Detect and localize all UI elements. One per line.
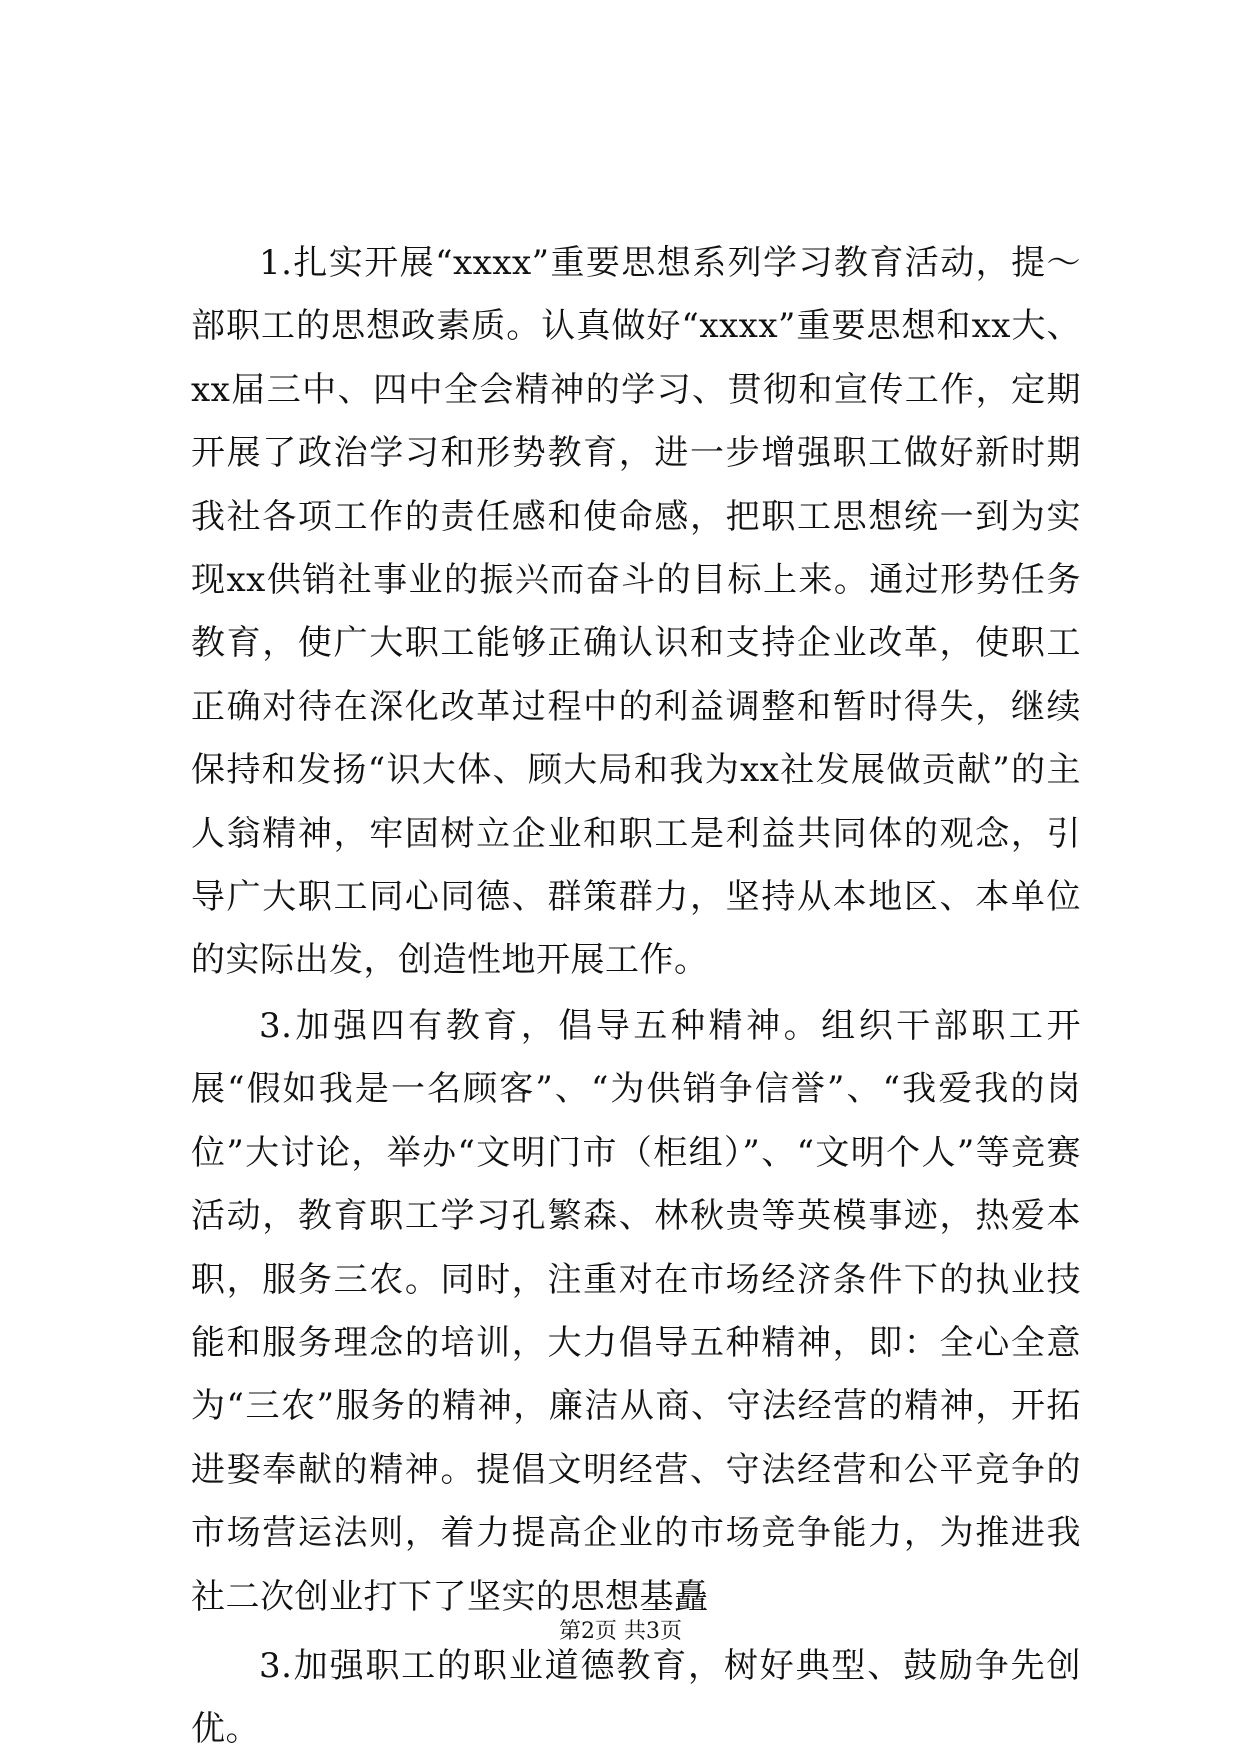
paragraph-study-education: 1.扎实开展“xxxx”重要思想系列学习教育活动，提～部职工的思想政素质。认真做好“xxxx”重要思想和xx大、xx届三中、四中全会精神的学习、贯彻和宣传工作，定期开展了政治学习和形势教育，进一步增强职工做好新时期我社各项工作的责任感和使命感，把职工思想统一到为实现xx供销社事业的振兴而奋斗的目标上来。通过形势任务教育，使广大职工能够正确认识和支持企业改革，使职工正确对待在深化改革过程中的利益调整和暂时得失，继续保持和发扬“识大体、顾大局和我为xx社发展做贡献”的主人翁精神，牢固树立企业和职工是利益共同体的观念，引导广大职工同心同德、群策群力，坚持从本地区、本单位的实际出发，创造性地开展工作。 — [191, 243, 1081, 981]
page-number-footer: 第2页 共3页 — [559, 1619, 682, 1644]
paragraph-professional-ethics: 3.加强职工的职业道德教育，树好典型、鼓励争先创优。 — [191, 1645, 1081, 1750]
paragraph-four-haves-five-spirits: 3.加强四有教育，倡导五种精神。组织干部职工开展“假如我是一名顾客”、“为供销争信誉”、“我爱我的岗位”大讨论，举办“文明门市（柜组）”、“文明个人”等竞赛活动，教育职工学习孔繁森、林秋贵等英模事迹，热爱本职，服务三农。同时，注重对在市场经济条件下的执业技能和服务理念的培训，大力倡导五种精神，即：全心全意为“三农”服务的精神，廉洁从商、守法经营的精神，开拓进娶奉献的精神。提倡文明经营、守法经营和公平竞争的市场营运法则，着力提高企业的市场竞争能力，为推进我社二次创业打下了坚实的思想基矗 — [191, 1005, 1081, 1617]
document-body — [191, 232, 1081, 1762]
